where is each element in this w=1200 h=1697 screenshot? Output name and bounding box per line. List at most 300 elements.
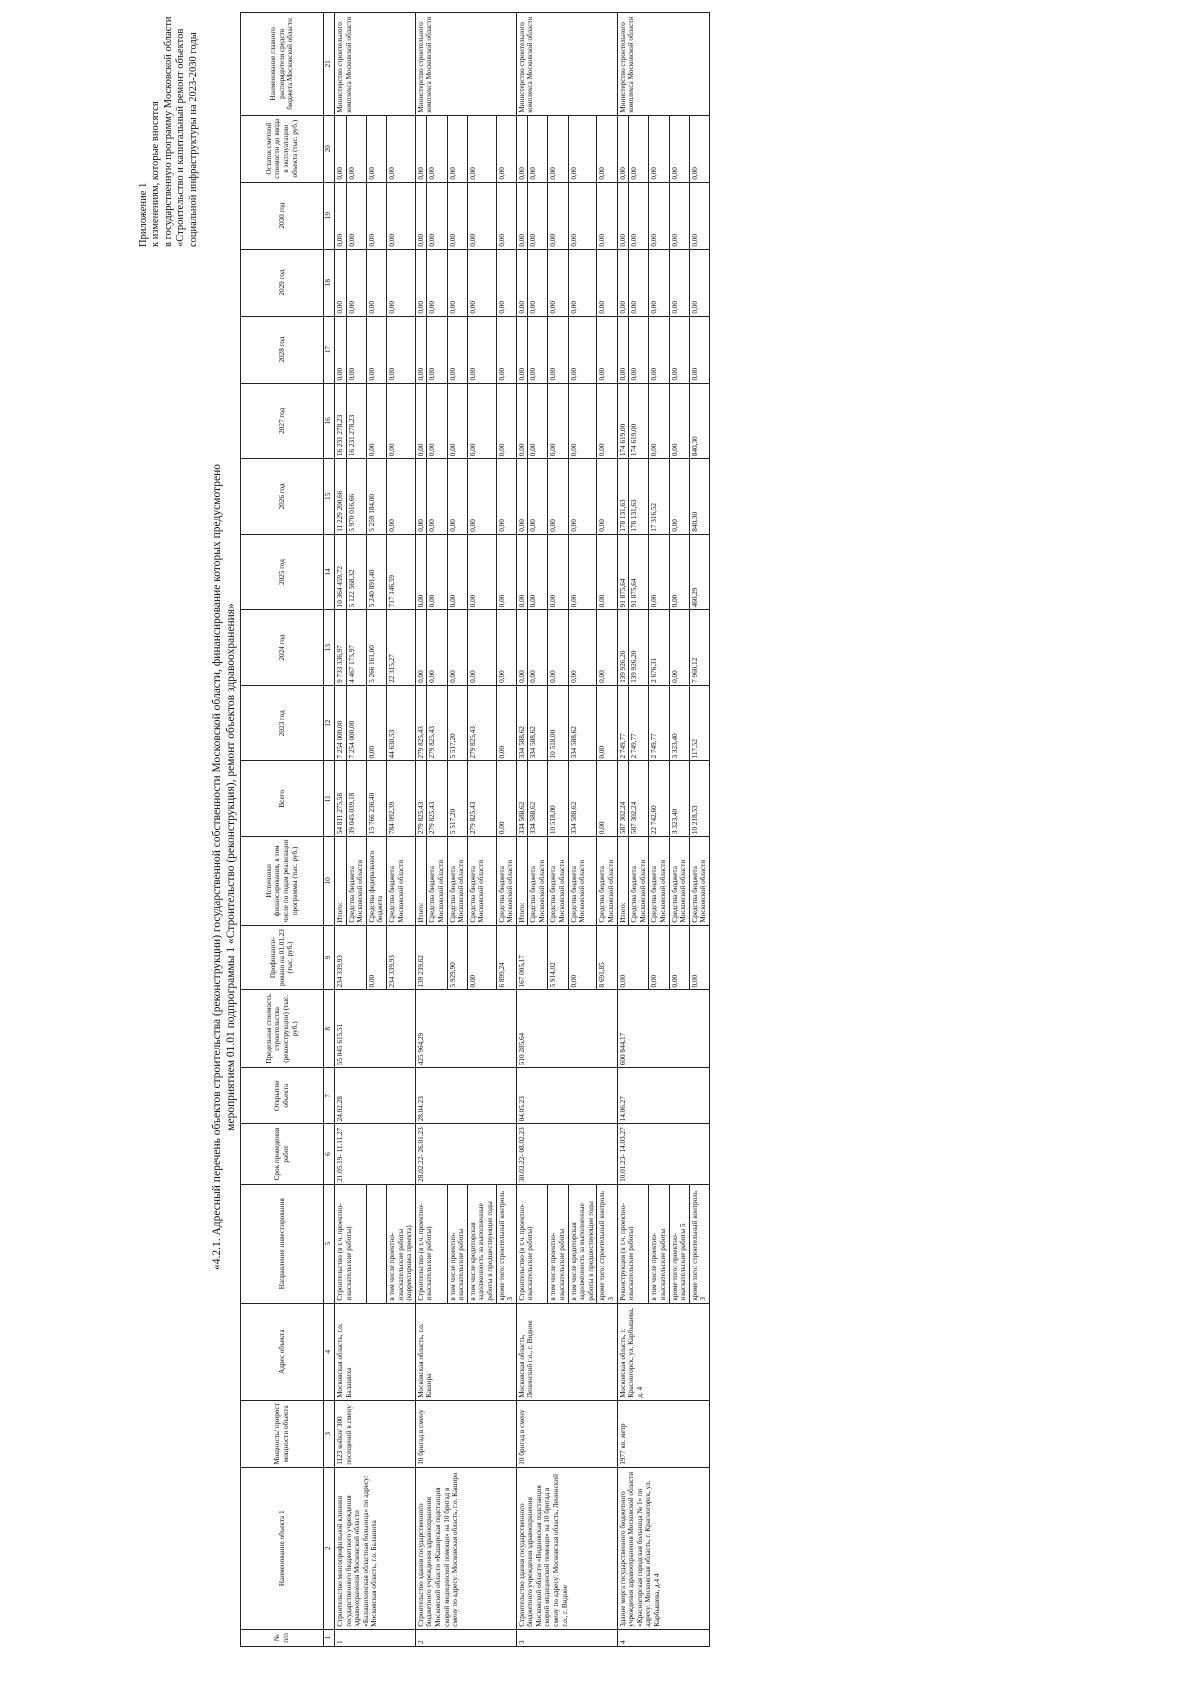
column-number: 15 — [324, 459, 335, 535]
column-header: 2026 год — [241, 459, 324, 535]
amount-cell: 0,00 — [366, 115, 386, 182]
funding-source: Средства бюджета Московской области — [346, 837, 366, 926]
amount-cell: 0,00 — [447, 316, 467, 383]
appendix-line: «Строительство и капитальный ремонт объектов — [175, 28, 187, 247]
amount-cell: 0,00 — [496, 610, 516, 686]
chief-administrator: Министерство строительного комплекса Московской области — [415, 13, 516, 116]
object-capacity: 10 бригад в смену — [415, 1400, 516, 1467]
object-number: 2 — [415, 1629, 516, 1646]
amount-cell: 0,00 — [528, 316, 548, 383]
amount-cell: 7 254 000,00 — [335, 685, 347, 761]
amount-cell: 0,00 — [597, 761, 617, 837]
funding-source: Средства бюджета Московской области — [496, 837, 516, 926]
amount-cell: 0,00 — [467, 459, 496, 535]
amount-cell: 0,00 — [447, 115, 467, 182]
amount-cell: 0,00 — [597, 115, 617, 182]
financed-amount: 0,00 — [568, 925, 597, 990]
funding-source: Средства бюджета Московской области — [568, 837, 597, 926]
column-header: 2023 год — [241, 685, 324, 761]
amount-cell: 117,52 — [689, 685, 709, 761]
funding-source: Средства бюджета Московской области — [548, 837, 568, 926]
amount-cell: 0,00 — [629, 115, 649, 182]
amount-cell: 0,00 — [415, 459, 427, 535]
amount-cell: 334 588,62 — [568, 685, 597, 761]
column-number: 18 — [324, 249, 335, 316]
amount-cell: 279 825,43 — [467, 685, 496, 761]
appendix-note — [138, 16, 200, 247]
object-capacity: 1123 койки/ 300 посещений в смену — [335, 1400, 416, 1467]
column-number: 8 — [324, 990, 335, 1068]
financed-amount: 8 691,85 — [597, 925, 617, 990]
amount-cell: 0,00 — [427, 383, 447, 459]
column-number: 20 — [324, 115, 335, 182]
column-header: Источники финансирования, в том числе по годам реализации программы (тыс. руб.) — [241, 837, 324, 926]
amount-cell: 39 045 039,18 — [346, 761, 366, 837]
amount-cell: 0,00 — [528, 115, 548, 182]
amount-cell: 0,00 — [386, 115, 415, 182]
amount-cell: 784 092,39 — [386, 761, 415, 837]
amount-cell: 0,00 — [386, 316, 415, 383]
amount-cell: 0,00 — [346, 115, 366, 182]
amount-cell: 0,00 — [617, 316, 629, 383]
appendix-line: к изменениям, которые вносятся — [150, 101, 162, 247]
column-header: Наименование объекта 1 — [241, 1467, 324, 1629]
limit-cost: 425 964,29 — [415, 990, 516, 1068]
amount-cell: 7 960,12 — [689, 610, 709, 686]
funding-source: Средства бюджета Московской области — [649, 837, 669, 926]
column-number: 21 — [324, 13, 335, 116]
column-header: 2024 год — [241, 610, 324, 686]
financed-amount: 234 339,93 — [386, 925, 415, 990]
address-list-table — [240, 12, 710, 1647]
object-number: 3 — [516, 1629, 617, 1646]
amount-cell: 0,00 — [689, 316, 709, 383]
column-number: 19 — [324, 182, 335, 249]
amount-cell: 460,29 — [689, 534, 709, 610]
amount-cell: 0,00 — [447, 459, 467, 535]
object-row — [335, 13, 347, 1647]
financed-amount: 0,00 — [366, 925, 386, 990]
amount-cell: 0,00 — [548, 316, 568, 383]
amount-cell: 0,00 — [427, 249, 447, 316]
column-header: 2030 год — [241, 182, 324, 249]
amount-cell: 0,00 — [597, 534, 617, 610]
object-row — [516, 13, 528, 1647]
investment-direction: кроме того: проектно-изыскательские работы 5 — [669, 1184, 689, 1303]
column-header: № п/п — [241, 1629, 324, 1646]
amount-cell: 0,00 — [548, 459, 568, 535]
column-header: Мощность/ прирост мощности объекта — [241, 1400, 324, 1467]
amount-cell: 4 467 175,97 — [346, 610, 366, 686]
investment-direction: кроме того: строительный контроль 3 — [496, 1184, 516, 1303]
amount-cell: 0,00 — [427, 182, 447, 249]
amount-cell: 0,00 — [366, 249, 386, 316]
amount-cell: 0,00 — [597, 610, 617, 686]
investment-direction: в том числе проектно-изыскательские работы (корректировка проекта) — [386, 1184, 415, 1303]
financed-amount: 5 914,02 — [548, 925, 568, 990]
amount-cell: 5 517,20 — [447, 685, 467, 761]
amount-cell: 5 970 016,66 — [346, 459, 366, 535]
funding-source: Итого: — [617, 837, 629, 926]
amount-cell: 0,00 — [516, 534, 528, 610]
amount-cell: 840,30 — [689, 459, 709, 535]
amount-cell: 0,00 — [568, 115, 597, 182]
column-number: 13 — [324, 610, 335, 686]
funding-source: Средства бюджета Московской области — [447, 837, 467, 926]
amount-cell: 174 619,00 — [629, 383, 649, 459]
amount-cell: 0,00 — [548, 249, 568, 316]
column-header: Направление инвестирования — [241, 1184, 324, 1303]
opening-date: 14.06.27 — [617, 1068, 709, 1124]
column-number: 11 — [324, 761, 335, 837]
financed-amount: 6 899,24 — [496, 925, 516, 990]
amount-cell: 279 825,43 — [415, 685, 427, 761]
chief-administrator: Министерство строительного комплекса Московской области — [516, 13, 617, 116]
amount-cell: 0,00 — [689, 249, 709, 316]
amount-cell: 7 254 000,00 — [346, 685, 366, 761]
funding-source: Средства бюджета Московской области — [386, 837, 415, 926]
amount-cell: 91 875,64 — [629, 534, 649, 610]
amount-cell: 3 323,40 — [669, 685, 689, 761]
amount-cell: 22 315,27 — [386, 610, 415, 686]
amount-cell: 0,00 — [669, 182, 689, 249]
amount-cell: 0,00 — [548, 534, 568, 610]
financed-amount: 167 005,17 — [516, 925, 548, 990]
amount-cell: 0,00 — [629, 249, 649, 316]
amount-cell: 0,00 — [548, 115, 568, 182]
column-number: 17 — [324, 316, 335, 383]
amount-cell: 0,00 — [427, 610, 447, 686]
amount-cell: 139 926,20 — [617, 610, 629, 686]
column-number: 2 — [324, 1467, 335, 1629]
funding-source: Средства бюджета Московской области — [669, 837, 689, 926]
amount-cell: 0,00 — [548, 383, 568, 459]
amount-cell: 5 259 184,00 — [366, 459, 386, 535]
amount-cell: 0,00 — [669, 383, 689, 459]
amount-cell: 0,00 — [649, 534, 669, 610]
amount-cell: 0,00 — [496, 383, 516, 459]
investment-direction: кроме того: строительный контроль 3 — [597, 1184, 617, 1303]
amount-cell: 0,00 — [568, 182, 597, 249]
document-title — [210, 267, 238, 1467]
amount-cell: 0,00 — [617, 182, 629, 249]
amount-cell: 0,00 — [669, 115, 689, 182]
object-address: Московская область, Ленинский г.о., г. Видное — [516, 1303, 617, 1400]
amount-cell: 0,00 — [516, 249, 528, 316]
amount-cell: 0,00 — [366, 182, 386, 249]
investment-direction: в том числе кредиторская задолженность за выполненные работы в предшествующие годы — [467, 1184, 496, 1303]
amount-cell: 0,00 — [366, 685, 386, 761]
amount-cell: 22 742,60 — [649, 761, 669, 837]
object-name: Здание морга государственного бюджетного учреждения здравоохранения Московской области «Красногорская городская больница № 1» по адресу: Московская область, г. Красногорск, ул. Карбышева, д.4 4 — [617, 1467, 709, 1629]
amount-cell: 178 131,63 — [617, 459, 629, 535]
amount-cell: 0,00 — [617, 249, 629, 316]
investment-direction: Реконструкция (в т.ч. проектно-изыскательские работы) — [617, 1184, 649, 1303]
amount-cell: 0,00 — [528, 182, 548, 249]
amount-cell: 0,00 — [649, 115, 669, 182]
funding-source: Средства бюджета Московской области — [528, 837, 548, 926]
amount-cell: 0,00 — [467, 249, 496, 316]
appendix-line: в государственную программу Московской области — [162, 16, 174, 247]
amount-cell: 0,00 — [528, 249, 548, 316]
amount-cell: 54 811 275,58 — [335, 761, 347, 837]
amount-cell: 5 517,20 — [447, 761, 467, 837]
amount-cell: 0,00 — [346, 249, 366, 316]
amount-cell: 0,00 — [386, 182, 415, 249]
amount-cell: 0,00 — [346, 182, 366, 249]
funding-source: Итого: — [516, 837, 528, 926]
column-number: 5 — [324, 1184, 335, 1303]
amount-cell: 2 676,31 — [649, 610, 669, 686]
amount-cell: 0,00 — [597, 685, 617, 761]
column-header: 2028 год — [241, 316, 324, 383]
object-capacity: 1977 кв. метр — [617, 1400, 709, 1467]
amount-cell: 2 749,77 — [617, 685, 629, 761]
amount-cell: 0,00 — [447, 383, 467, 459]
amount-cell: 16 231 278,23 — [335, 383, 347, 459]
amount-cell: 0,00 — [447, 249, 467, 316]
amount-cell: 0,00 — [597, 316, 617, 383]
chief-administrator: Министерство строительного комплекса Московской области — [617, 13, 709, 116]
limit-cost: 510 285,64 — [516, 990, 617, 1068]
amount-cell: 0,00 — [516, 182, 528, 249]
amount-cell: 0,00 — [467, 182, 496, 249]
amount-cell: 15 766 236,40 — [366, 761, 386, 837]
amount-cell: 0,00 — [629, 182, 649, 249]
object-row — [415, 13, 427, 1647]
funding-source: Итого: — [335, 837, 347, 926]
financed-amount: 0,00 — [617, 925, 649, 990]
table-body — [335, 13, 710, 1647]
amount-cell: 0,00 — [366, 316, 386, 383]
amount-cell: 334 588,62 — [516, 761, 528, 837]
amount-cell: 0,00 — [516, 115, 528, 182]
amount-cell: 587 302,24 — [629, 761, 649, 837]
amount-cell: 0,00 — [427, 316, 447, 383]
column-header: 2027 год — [241, 383, 324, 459]
opening-date: 28.04.23 — [415, 1068, 516, 1124]
amount-cell: 0,00 — [335, 316, 347, 383]
object-name: Строительство здания государственного бюджетного учреждения здравоохранения Московской области «Каширская подстанция скорой медицинской помощи» на 10 бригад в смену по адресу: Московская область, г.о. Кашира — [415, 1467, 516, 1629]
amount-cell: 91 875,64 — [617, 534, 629, 610]
funding-source: Средства бюджета Московской области — [597, 837, 617, 926]
amount-cell: 0,00 — [528, 534, 548, 610]
amount-cell: 0,00 — [568, 383, 597, 459]
amount-cell: 0,00 — [467, 610, 496, 686]
work-term: 10.01.23- 14.03.27 — [617, 1124, 709, 1184]
object-name: Строительство здания государственного бюджетного учреждения здравоохранения Московской области «Видновская подстанция скорой медицинской помощи» на 10 бригад в смену по адресу: Московская область, Ленинский г.о., г. Видное — [516, 1467, 617, 1629]
amount-cell: 334 588,62 — [528, 761, 548, 837]
amount-cell: 279 825,43 — [415, 761, 427, 837]
amount-cell: 17 316,52 — [649, 459, 669, 535]
amount-cell: 279 825,43 — [427, 761, 447, 837]
appendix-line: Приложение 1 — [138, 182, 149, 247]
amount-cell: 174 619,00 — [617, 383, 629, 459]
amount-cell: 0,00 — [335, 249, 347, 316]
amount-cell: 0,00 — [415, 182, 427, 249]
amount-cell: 0,00 — [669, 459, 689, 535]
amount-cell: 0,00 — [427, 115, 447, 182]
amount-cell: 0,00 — [496, 761, 516, 837]
limit-cost: 55 045 615,51 — [335, 990, 416, 1068]
amount-cell: 0,00 — [467, 115, 496, 182]
column-header: 2025 год — [241, 534, 324, 610]
funding-source: Средства бюджета Московской области — [467, 837, 496, 926]
investment-direction: Строительство (в т.ч. проектно-изыскательские работы) — [516, 1184, 548, 1303]
investment-direction: Строительство (в т.ч. проектно-изыскательские работы) — [335, 1184, 367, 1303]
appendix-line: социальной инфраструктуры на 2023-2030 годы — [187, 32, 199, 247]
amount-cell: 840,30 — [689, 383, 709, 459]
column-number: 12 — [324, 685, 335, 761]
amount-cell: 3 323,40 — [669, 761, 689, 837]
amount-cell: 0,00 — [548, 182, 568, 249]
investment-direction: в том числе проектно-изыскательские работы — [447, 1184, 467, 1303]
amount-cell: 0,00 — [548, 610, 568, 686]
amount-cell: 0,00 — [496, 459, 516, 535]
amount-cell: 0,00 — [669, 249, 689, 316]
financed-amount: 5 929,90 — [447, 925, 467, 990]
amount-cell: 0,00 — [496, 685, 516, 761]
amount-cell: 0,00 — [386, 459, 415, 535]
amount-cell: 0,00 — [516, 316, 528, 383]
header-row — [241, 13, 324, 1647]
amount-cell: 139 926,20 — [629, 610, 649, 686]
amount-cell: 0,00 — [597, 249, 617, 316]
amount-cell: 11 229 200,66 — [335, 459, 347, 535]
column-header: Адрес объекта — [241, 1303, 324, 1400]
amount-cell: 178 131,63 — [629, 459, 649, 535]
object-address: Московская область, г.о. Кашира — [415, 1303, 516, 1400]
amount-cell: 0,00 — [496, 534, 516, 610]
investment-direction: в том числе кредиторская задолженность за выполненные работы в предшествующие годы — [568, 1184, 597, 1303]
amount-cell: 44 630,53 — [386, 685, 415, 761]
column-header: Предельная стоимость строительства (реконструкции) (тыс. руб.) — [241, 990, 324, 1068]
amount-cell: 0,00 — [415, 383, 427, 459]
amount-cell: 0,00 — [649, 249, 669, 316]
column-number: 1 — [324, 1629, 335, 1646]
amount-cell: 0,00 — [415, 249, 427, 316]
column-number: 3 — [324, 1400, 335, 1467]
financed-amount: 0,00 — [467, 925, 496, 990]
financed-amount: 139 239,62 — [415, 925, 447, 990]
column-number: 7 — [324, 1068, 335, 1124]
column-number: 14 — [324, 534, 335, 610]
amount-cell: 0,00 — [528, 610, 548, 686]
amount-cell: 10 518,00 — [548, 761, 568, 837]
title-line: «4.2.1. Адресный перечень объектов строительства (реконструкции) государственной собственности Московской области, финансирование которых предусмотрено — [211, 464, 223, 1270]
amount-cell: 0,00 — [346, 316, 366, 383]
column-header: Срок проведения работ — [241, 1124, 324, 1184]
object-address: Московская область, г.о. Балашиха — [335, 1303, 416, 1400]
column-header: 2029 год — [241, 249, 324, 316]
amount-cell: 0,00 — [649, 316, 669, 383]
title-line: мероприятием 01.01 подпрограммы 1 «Строительство (реконструкция), ремонт объектов здравоохранения» — [225, 603, 237, 1131]
funding-source: Средства бюджета Московской области — [689, 837, 709, 926]
work-term: 28.02.22- 26.01.23 — [415, 1124, 516, 1184]
column-number: 4 — [324, 1303, 335, 1400]
object-number: 1 — [335, 1629, 416, 1646]
amount-cell: 0,00 — [689, 182, 709, 249]
amount-cell: 2 749,77 — [649, 685, 669, 761]
amount-cell: 0,00 — [597, 182, 617, 249]
table-header — [241, 13, 335, 1647]
amount-cell: 0,00 — [415, 610, 427, 686]
amount-cell: 0,00 — [669, 610, 689, 686]
amount-cell: 0,00 — [427, 534, 447, 610]
amount-cell: 587 302,24 — [617, 761, 629, 837]
amount-cell: 10 218,53 — [689, 761, 709, 837]
amount-cell: 0,00 — [415, 115, 427, 182]
amount-cell: 0,00 — [568, 316, 597, 383]
funding-source: Итого: — [415, 837, 427, 926]
financed-amount: 0,00 — [669, 925, 689, 990]
amount-cell: 0,00 — [335, 182, 347, 249]
opening-date: 04.05.23 — [516, 1068, 617, 1124]
amount-cell: 0,00 — [386, 249, 415, 316]
financed-amount: 0,00 — [649, 925, 669, 990]
financed-amount: 234 339,93 — [335, 925, 367, 990]
financed-amount: 0,00 — [689, 925, 709, 990]
object-name: Строительство многопрофильной клиники государственного бюджетного учреждения здравоохранения Московской области «Балашихинская областная больница» по адресу: Московская область, г.о. Балашиха — [335, 1467, 416, 1629]
work-term: 21.05.19- 11.11.27 — [335, 1124, 416, 1184]
amount-cell: 0,00 — [669, 534, 689, 610]
amount-cell: 717 146,59 — [386, 534, 415, 610]
investment-direction: в том числе проектно-изыскательские работы — [649, 1184, 669, 1303]
amount-cell: 0,00 — [415, 316, 427, 383]
amount-cell: 0,00 — [568, 459, 597, 535]
amount-cell: 0,00 — [617, 115, 629, 182]
funding-source: Средства бюджета Московской области — [427, 837, 447, 926]
object-row — [617, 13, 629, 1647]
amount-cell: 0,00 — [597, 459, 617, 535]
column-header: Открытие объекта — [241, 1068, 324, 1124]
amount-cell: 0,00 — [467, 316, 496, 383]
column-number: 6 — [324, 1124, 335, 1184]
amount-cell: 0,00 — [335, 115, 347, 182]
amount-cell: 334 588,62 — [528, 685, 548, 761]
amount-cell: 0,00 — [447, 610, 467, 686]
amount-cell: 0,00 — [649, 182, 669, 249]
amount-cell: 2 749,77 — [629, 685, 649, 761]
column-number-row — [324, 13, 335, 1647]
object-address: Московская область, г. Красногорск, ул. Карбышева, д. 4 — [617, 1303, 709, 1400]
amount-cell: 0,00 — [386, 383, 415, 459]
amount-cell: 279 825,43 — [427, 685, 447, 761]
investment-direction: Строительство (в т.ч. проектно-изыскательские работы) — [415, 1184, 447, 1303]
opening-date: 24.02.28 — [335, 1068, 416, 1124]
amount-cell: 0,00 — [528, 383, 548, 459]
amount-cell: 0,00 — [649, 383, 669, 459]
funding-source: Средства бюджета Московской области — [629, 837, 649, 926]
amount-cell: 5 266 161,00 — [366, 610, 386, 686]
column-number: 16 — [324, 383, 335, 459]
investment-direction — [366, 1184, 386, 1303]
funding-source: Средства федерального бюджета — [366, 837, 386, 926]
column-number: 9 — [324, 925, 335, 990]
work-term: 30.03.22- 08.02.23 — [516, 1124, 617, 1184]
amount-cell: 0,00 — [568, 249, 597, 316]
amount-cell: 0,00 — [496, 182, 516, 249]
amount-cell: 0,00 — [516, 610, 528, 686]
object-number: 4 — [617, 1629, 709, 1646]
amount-cell: 0,00 — [496, 115, 516, 182]
amount-cell: 5 240 891,40 — [366, 534, 386, 610]
investment-direction: в том числе проектно-изыскательские работы — [548, 1184, 568, 1303]
amount-cell: 16 231 278,23 — [346, 383, 366, 459]
amount-cell: 0,00 — [447, 534, 467, 610]
amount-cell: 0,00 — [467, 534, 496, 610]
amount-cell: 0,00 — [516, 459, 528, 535]
